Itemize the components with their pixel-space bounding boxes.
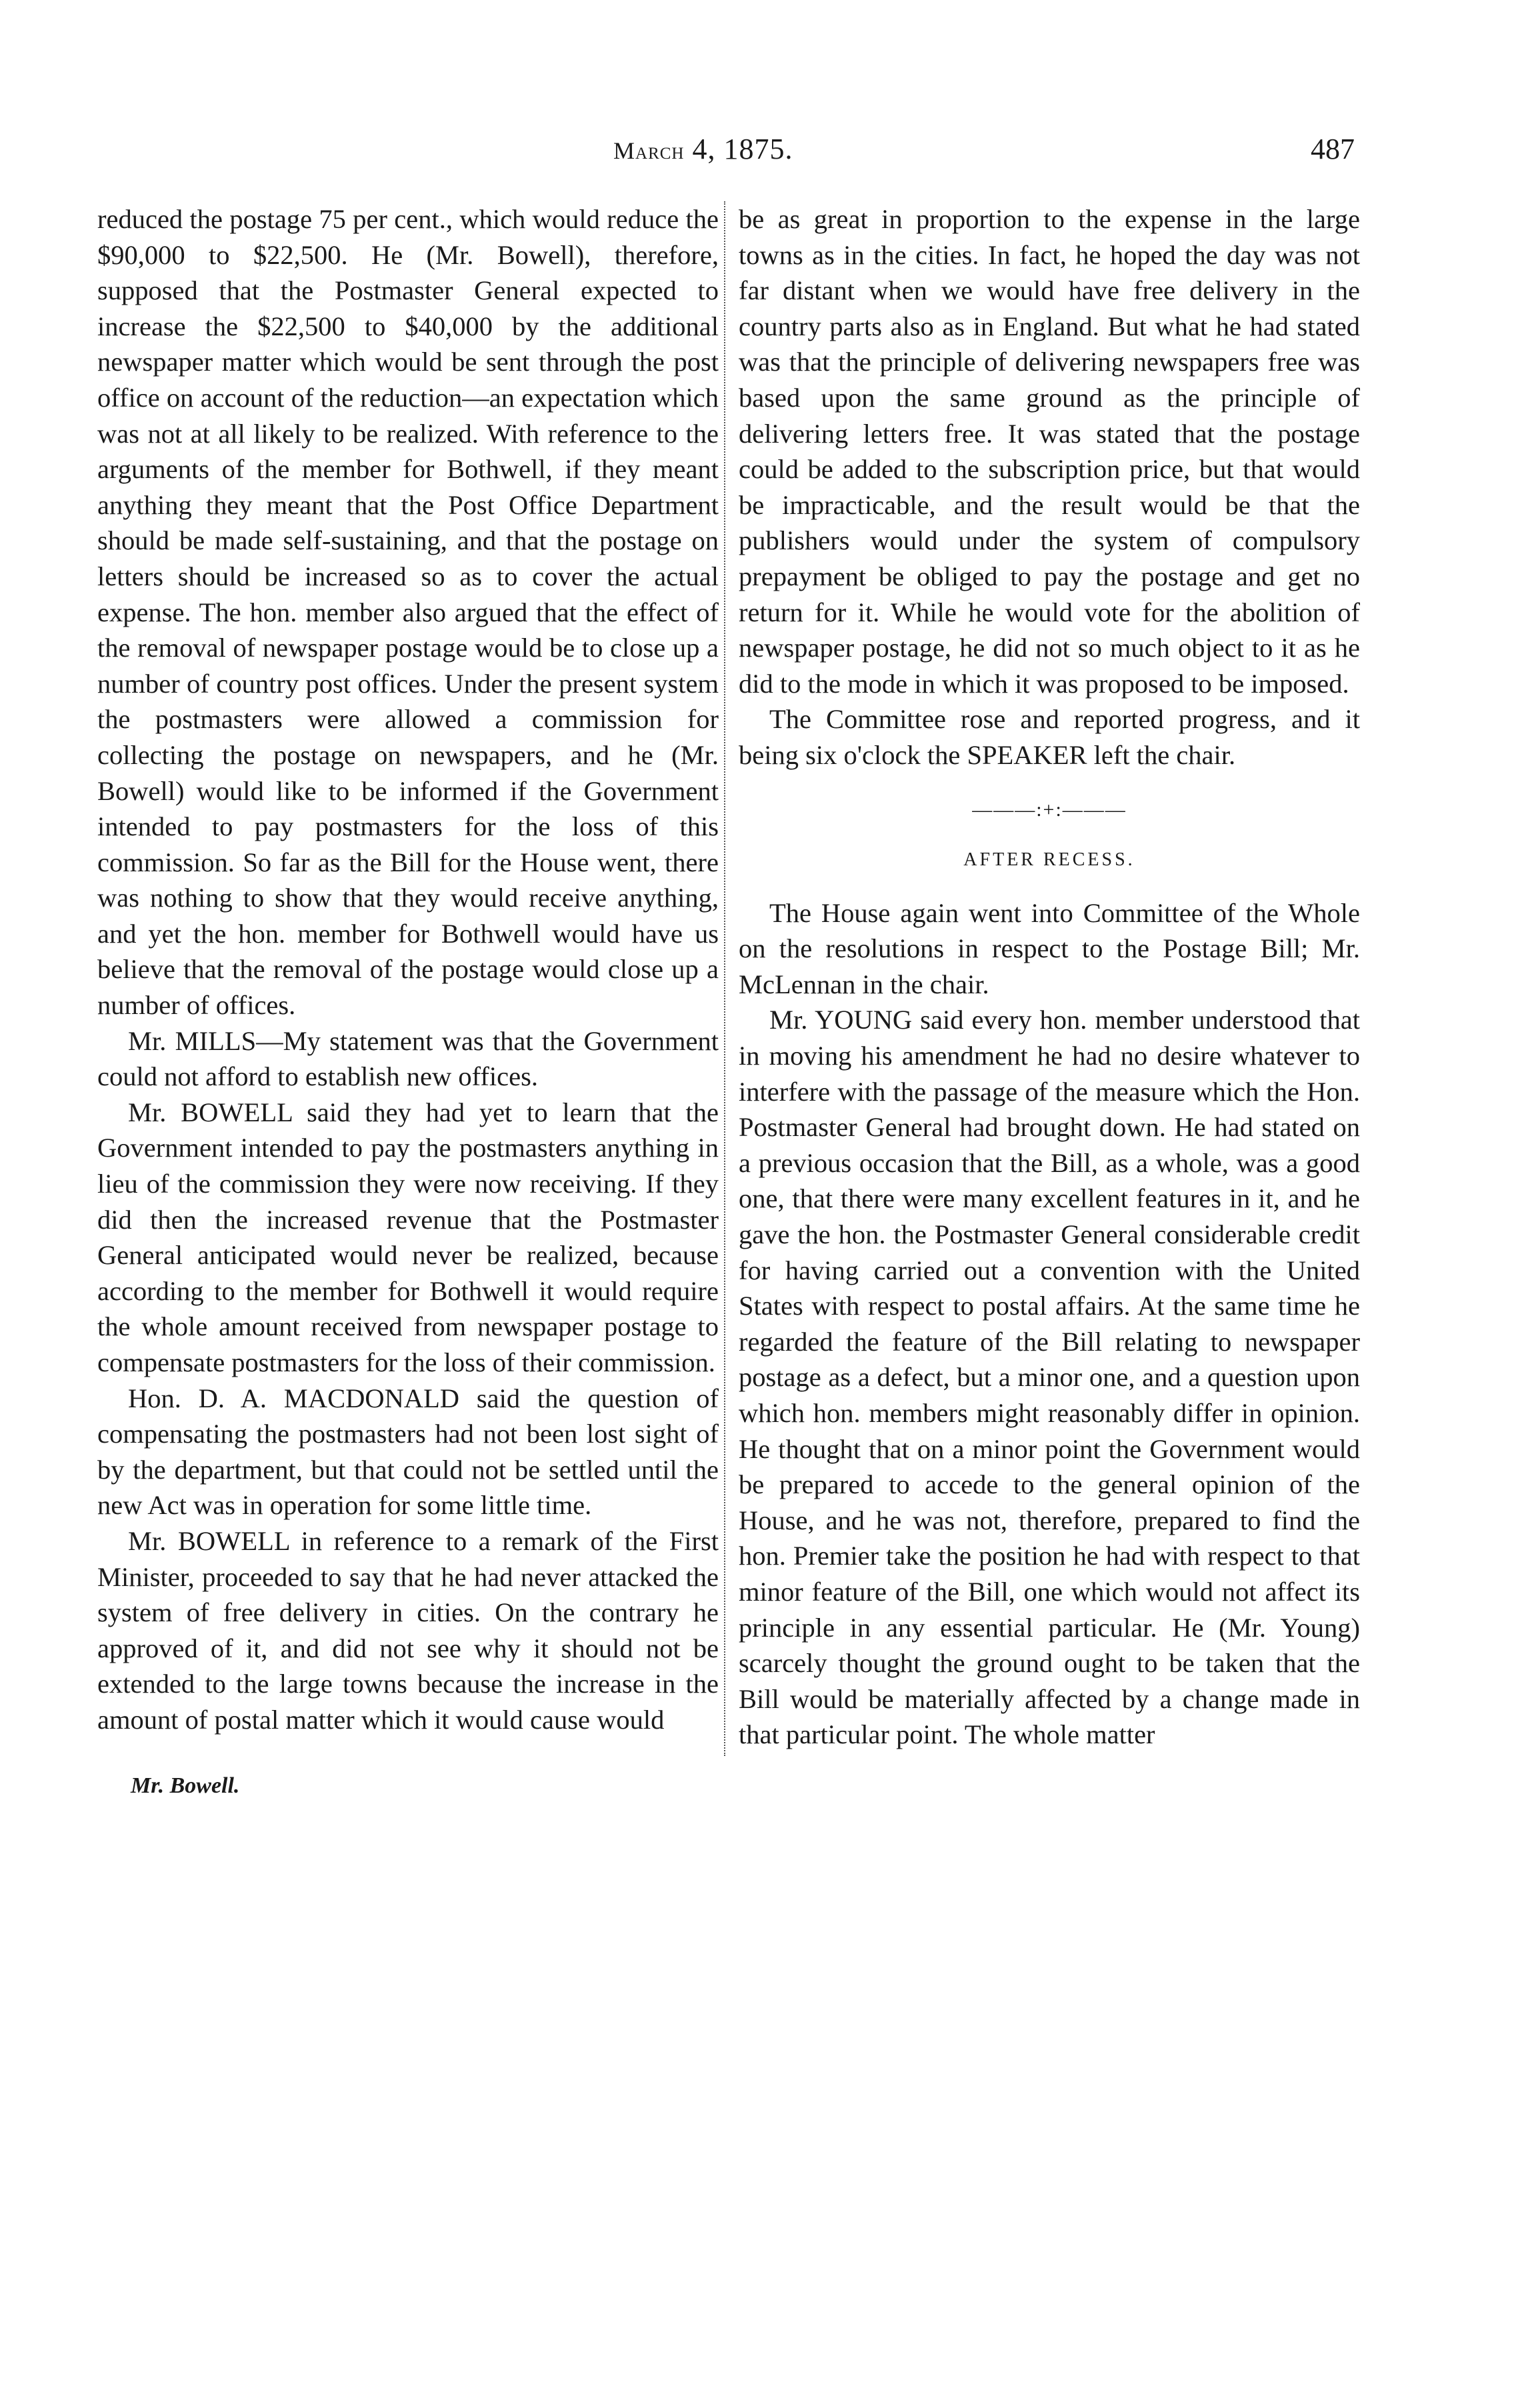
paragraph: Mr. MILLS—My statement was that the Government could not afford to establish new offices. xyxy=(97,1025,719,1092)
paragraph: Mr. BOWELL in reference to a remark of the First Minister, proceeded to say that he had never attacked the system of free delivery in cities. On the contrary he approved of it, and did not see why it should not be extended to the large towns because the increase in the amount of postal matter which it would cause would xyxy=(97,1525,719,1735)
paragraph: The Committee rose and reported progress, and it being six o'clock the SPEAKER left the chair. xyxy=(739,704,1360,770)
paragraph: The House again went into Committee of the Whole on the resolutions in respect to the Postage Bill; Mr. McLennan in the chair. xyxy=(739,897,1360,999)
paragraph: reduced the postage 75 per cent., which would reduce the $90,000 to $22,500. He (Mr. Bowell), therefore, supposed that the Postmaster General expected to increase the $22,500 to $40,000 by the additional newspaper matter which would be sent through the post office on account of the reduction—an expectation which was not at all likely to be realized. With reference to the arguments of the member for Bothwell, if they meant anything they meant that the Post Office Department should be made self-sustaining, and that the postage on letters should be increased so as to cover the actual expense. The hon. member also argued that the effect of the removal of newspaper postage would be to close up a number of country post offices. Under the present system the postmasters were allowed a commission for collecting the postage on newspapers, and he (Mr. Bowell) would like to be informed if the Government intended to pay postmasters for the loss of this commission. So far as the Bill for the House went, there was nothing to show that they would receive anything, and yet the hon. member for Bothwell would have us believe that the removal of the postage would close up a number of offices. xyxy=(97,204,719,1021)
section-ornament: ———:+:——— xyxy=(972,798,1127,821)
page-date xyxy=(613,132,793,166)
footer-speaker-name: Mr. Bowell. xyxy=(131,1773,240,1798)
paragraph: Hon. D. A. MACDONALD said the question of compensating the postmasters had not been lost sight of by the department, but that could not be settled until the new Act was in operation for some little time. xyxy=(97,1383,719,1521)
page-header xyxy=(0,132,1536,172)
section-heading: AFTER RECESS. xyxy=(963,849,1135,871)
paragraph: Mr. BOWELL said they had yet to learn that the Government intended to pay the postmasters anything in lieu of the commission they were now receiving. If they did then the increased revenue that the Postmaster General anticipated would never be realized, because according to the member for Bothwell it would require the whole amount received from newspaper postage to compensate postmasters for the loss of their commission. xyxy=(97,1097,719,1377)
date-rest: 4, 1875. xyxy=(684,133,793,165)
left-column xyxy=(97,201,719,1738)
paragraph: Mr. YOUNG said every hon. member understood that in moving his amendment he had no desire whatever to interfere with the passage of the measure which the Hon. Postmaster General had brought down. He had stated on a previous occasion that the Bill, as a whole, was a good one, that there were many excellent features in it, and he gave the hon. the Postmaster General considerable credit for having carried out a convention with the United States with respect to postal affairs. At the same time he regarded the feature of the Bill relating to newspaper postage as a defect, but a minor one, and a question upon which hon. members might reasonably differ in opinion. He thought that on a minor point the Government would be prepared to accede to the general opinion of the House, and he was not, therefore, prepared to find the hon. Premier take the position he had with respect to that minor feature of the Bill, one which would not affect its principle in any essential particular. He (Mr. Young) scarcely thought the ground ought to be taken that the Bill would be materially affected by a change made in that particular point. The whole matter xyxy=(739,1005,1360,1750)
date-month: March xyxy=(613,137,685,164)
page-number: 487 xyxy=(1311,133,1355,165)
paragraph: be as great in proportion to the expense in the large towns as in the cities. In fact, he hoped the day was not far distant when we would have free delivery in the country parts also as in England. But what he had stated was that the principle of delivering newspapers free was based upon the same ground as the principle of delivering letters free. It was stated that the postage could be added to the subscription price, but that would be impracticable, and the result would be that the publishers would under the system of compulsory prepayment be obliged to pay the postage and get no return for it. While he would vote for the abolition of newspaper postage, he did not so much object to it as he did to the mode in which it was proposed to be imposed. xyxy=(739,204,1360,699)
right-column xyxy=(739,201,1360,1753)
column-divider xyxy=(724,201,725,1756)
